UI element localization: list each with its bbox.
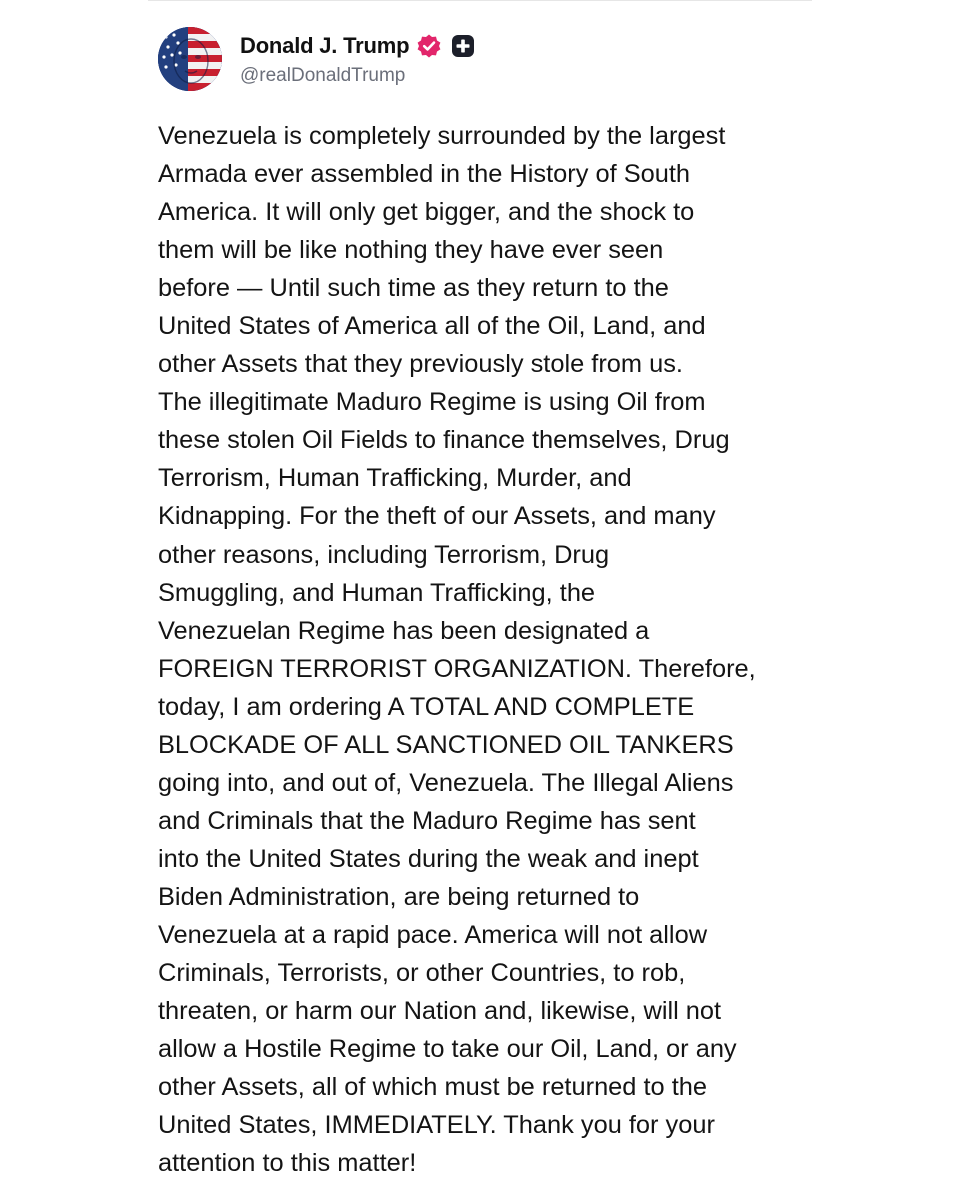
post-text-line: other reasons, including Terrorism, Drug — [158, 540, 610, 569]
verified-badge-icon — [416, 33, 442, 59]
plus-square-icon[interactable] — [450, 33, 476, 59]
post-text-line: today, I am ordering A TOTAL AND COMPLETE — [158, 692, 695, 721]
post-text-line: Venezuela is completely surrounded by the largest — [158, 122, 726, 150]
post-text-line: other Assets that they previously stole from us. — [158, 350, 683, 379]
post-text-line: Criminals, Terrorists, or other Countries, to rob, — [158, 959, 686, 988]
post-text-line: FOREIGN TERRORIST ORGANIZATION. Therefore, — [158, 654, 756, 683]
post-text-line: United States, IMMEDIATELY. Thank you for your — [158, 1111, 715, 1140]
post-text-line: into the United States during the weak and inept — [158, 844, 699, 873]
post-text-line: them will be like nothing they have ever seen — [158, 236, 664, 265]
post-card — [148, 0, 812, 1200]
post-text-line: Smuggling, and Human Trafficking, the — [158, 578, 596, 607]
author-handle[interactable]: @realDonaldTrump — [240, 65, 406, 86]
post-text-line: America. It will only get bigger, and the shock to — [158, 198, 695, 227]
post-text-line: Venezuelan Regime has been designated a — [158, 616, 650, 645]
post-text — [158, 117, 808, 1182]
post-text-line: Terrorism, Human Trafficking, Murder, and — [158, 464, 632, 493]
author-display-name[interactable]: Donald J. Trump — [240, 33, 410, 58]
post-text-line: Venezuela at a rapid pace. America will not allow — [158, 920, 708, 949]
post-text-line: these stolen Oil Fields to finance themselves, Drug — [158, 426, 730, 455]
post-header — [158, 27, 476, 91]
name-row — [240, 31, 476, 61]
post-text-line: going into, and out of, Venezuela. The Illegal Aliens — [158, 768, 734, 797]
post-text-line: attention to this matter! — [158, 1149, 417, 1178]
post-text-line: threaten, or harm our Nation and, likewise, will not — [158, 997, 722, 1026]
post-text-line: Armada ever assembled in the History of South — [158, 160, 691, 189]
post-text-line: and Criminals that the Maduro Regime has sent — [158, 806, 696, 835]
author-identity — [240, 31, 476, 87]
post-text-line: Biden Administration, are being returned to — [158, 882, 640, 911]
post-text-line: Kidnapping. For the theft of our Assets, and many — [158, 502, 716, 531]
avatar[interactable] — [158, 27, 222, 91]
post-text-line: other Assets, all of which must be returned to the — [158, 1073, 708, 1102]
flag-face-avatar-icon — [158, 27, 222, 91]
post-text-line: before — Until such time as they return to the — [158, 274, 669, 303]
post-text-line: The illegitimate Maduro Regime is using Oil from — [158, 388, 706, 417]
post-text-line: BLOCKADE OF ALL SANCTIONED OIL TANKERS — [158, 730, 734, 759]
post-text-line: allow a Hostile Regime to take our Oil, Land, or any — [158, 1035, 737, 1064]
post-text-line: United States of America all of the Oil, Land, and — [158, 312, 706, 341]
